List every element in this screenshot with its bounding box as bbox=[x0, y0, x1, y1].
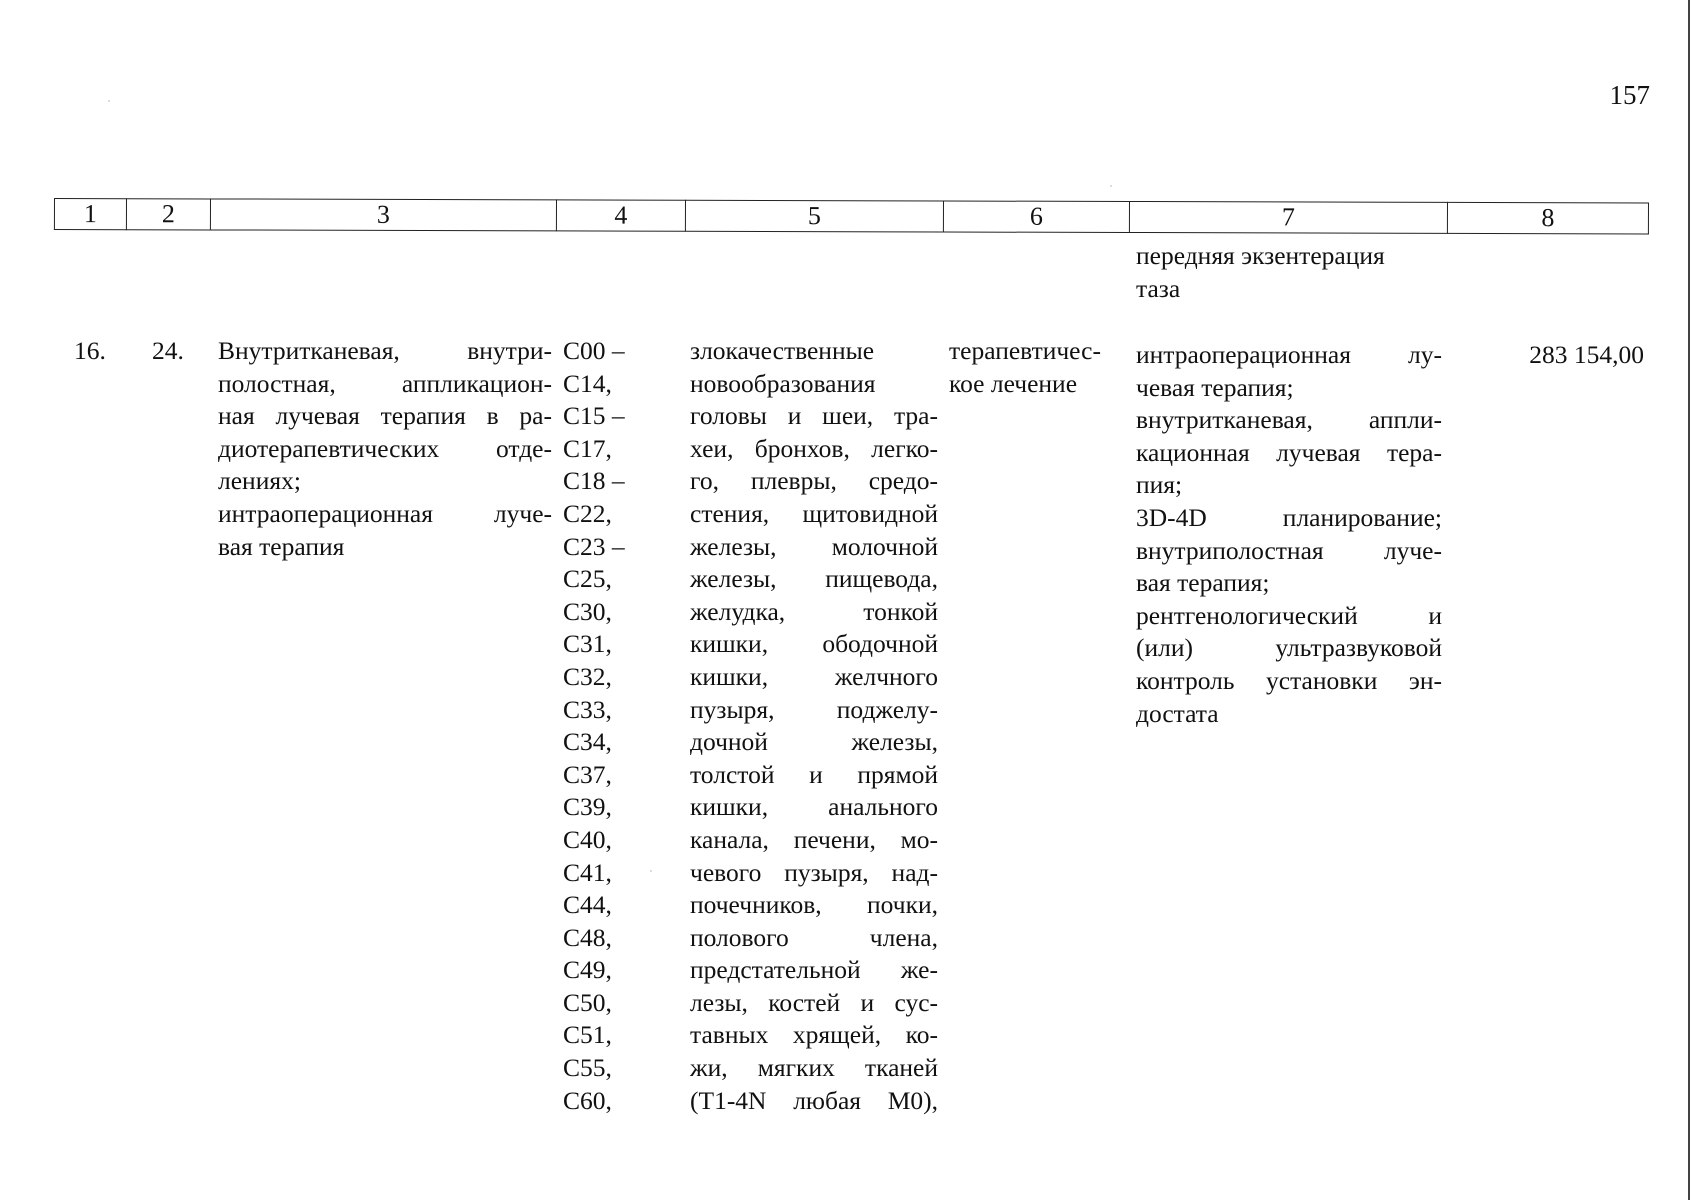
icd-code: C17, bbox=[563, 433, 612, 463]
treatment-line: кое лечение bbox=[949, 368, 1078, 398]
icd-code: C44, bbox=[563, 890, 612, 920]
header-col-4: 4 bbox=[556, 200, 685, 231]
page-number: 157 bbox=[1609, 80, 1650, 110]
diagnosis-line: желудка, тонкой bbox=[690, 596, 938, 626]
diagnosis-line: железы, пищевода, bbox=[690, 564, 938, 594]
method-details-line: вая терапия; bbox=[1136, 568, 1270, 598]
treatment-type-text bbox=[949, 335, 1139, 400]
diagnosis-line: стения, щитовидной bbox=[690, 498, 938, 528]
method-name-line: интраоперационная луче- bbox=[218, 498, 552, 528]
method-name-line: Внутритканевая, внутри- bbox=[218, 336, 552, 365]
icd-code: C23 – bbox=[563, 531, 625, 561]
icd-code: C60, bbox=[563, 1085, 612, 1115]
header-col-8: 8 bbox=[1447, 202, 1648, 234]
diagnosis-line: новообразования bbox=[690, 368, 876, 398]
method-details-line: интраоперационная лу- bbox=[1136, 340, 1442, 369]
diagnosis-line: дочной железы, bbox=[690, 727, 938, 757]
row-subnumber: 24. bbox=[152, 336, 184, 365]
diagnosis-line: толстой и прямой bbox=[690, 759, 938, 789]
icd-code: C14, bbox=[563, 368, 612, 398]
header-col-3: 3 bbox=[210, 199, 556, 231]
diagnosis-text bbox=[690, 335, 938, 1117]
header-col-7: 7 bbox=[1129, 202, 1447, 234]
diagnosis-line: кишки, желчного bbox=[690, 661, 938, 691]
method-name-line: полостная, аппликацион- bbox=[218, 368, 552, 398]
column-number-header bbox=[54, 198, 1649, 234]
method-name-line: диотерапевтических отде- bbox=[218, 433, 552, 463]
diagnosis-line: лезы, костей и сус- bbox=[690, 987, 938, 1017]
diagnosis-line: злокачественные bbox=[690, 336, 875, 365]
icd-code: C25, bbox=[563, 564, 612, 594]
icd-code: C51, bbox=[563, 1020, 612, 1050]
diagnosis-line: предстательной же- bbox=[690, 955, 938, 985]
icd-code: C40, bbox=[563, 824, 612, 854]
diagnosis-line: тавных хрящей, ко- bbox=[690, 1020, 938, 1050]
scan-speck bbox=[650, 870, 652, 872]
header-col-1: 1 bbox=[54, 199, 126, 230]
icd-code: C22, bbox=[563, 498, 612, 528]
method-name-line: вая терапия bbox=[218, 531, 345, 561]
method-details-line: 3D-4D планирование; bbox=[1136, 502, 1442, 532]
diagnosis-line: полового члена, bbox=[690, 922, 938, 952]
diagnosis-line: кишки, анального bbox=[690, 792, 938, 822]
icd-code: C18 – bbox=[563, 466, 625, 496]
method-name-line: лениях; bbox=[218, 466, 301, 496]
cost-value: 283 154,00 bbox=[1529, 340, 1644, 369]
header-row bbox=[54, 199, 1648, 234]
continued-line: таза bbox=[1136, 273, 1181, 303]
scan-speck bbox=[1110, 185, 1112, 187]
icd-code: C00 – bbox=[563, 336, 625, 365]
icd-code: C41, bbox=[563, 857, 612, 887]
scan-speck bbox=[108, 100, 110, 102]
diagnosis-line: го, плевры, средо- bbox=[690, 466, 938, 496]
header-col-5: 5 bbox=[685, 200, 943, 232]
method-name-text bbox=[218, 335, 552, 563]
method-details-line: (или) ультразвуковой bbox=[1136, 633, 1442, 663]
icd-codes-list bbox=[563, 335, 673, 1117]
method-name-line: ная лучевая терапия в ра- bbox=[218, 401, 552, 431]
method-details-line: пия; bbox=[1136, 470, 1183, 500]
icd-code: C49, bbox=[563, 955, 612, 985]
diagnosis-line: (T1-4N любая M0), bbox=[690, 1085, 938, 1115]
diagnosis-line: почечников, почки, bbox=[690, 890, 938, 920]
continued-line: передняя экзентерация bbox=[1136, 241, 1385, 270]
icd-code: C30, bbox=[563, 596, 612, 626]
header-col-2: 2 bbox=[126, 199, 210, 230]
diagnosis-line: железы, молочной bbox=[690, 531, 938, 561]
row-number: 16. bbox=[74, 336, 106, 365]
continued-col7-text bbox=[1136, 240, 1456, 305]
method-details-line: контроль установки эн- bbox=[1136, 665, 1442, 695]
icd-code: C37, bbox=[563, 759, 612, 789]
icd-code: C48, bbox=[563, 922, 612, 952]
icd-code: C15 – bbox=[563, 401, 625, 431]
icd-code: C39, bbox=[563, 792, 612, 822]
diagnosis-line: канала, печени, мо- bbox=[690, 824, 938, 854]
diagnosis-line: чевого пузыря, над- bbox=[690, 857, 938, 887]
icd-code: C34, bbox=[563, 727, 612, 757]
diagnosis-line: головы и шеи, тра- bbox=[690, 401, 938, 431]
method-details-line: достата bbox=[1136, 698, 1219, 728]
treatment-line: терапевтичес- bbox=[949, 336, 1101, 365]
method-details-text bbox=[1136, 339, 1442, 730]
method-details-line: кационная лучевая тера- bbox=[1136, 437, 1442, 467]
icd-code: C32, bbox=[563, 661, 612, 691]
icd-code: C33, bbox=[563, 694, 612, 724]
icd-code: C55, bbox=[563, 1053, 612, 1083]
method-details-line: чевая терапия; bbox=[1136, 372, 1294, 402]
diagnosis-line: хеи, бронхов, легко- bbox=[690, 433, 938, 463]
diagnosis-line: жи, мягких тканей bbox=[690, 1053, 938, 1083]
method-details-line: внутритканевая, аппли- bbox=[1136, 405, 1442, 435]
method-details-line: рентгенологический и bbox=[1136, 600, 1442, 630]
method-details-line: внутриполостная луче- bbox=[1136, 535, 1442, 565]
icd-code: C50, bbox=[563, 987, 612, 1017]
header-col-6: 6 bbox=[943, 201, 1129, 233]
page-edge-line bbox=[1688, 0, 1690, 1200]
diagnosis-line: пузыря, поджелу- bbox=[690, 694, 938, 724]
diagnosis-line: кишки, ободочной bbox=[690, 629, 938, 659]
icd-code: C31, bbox=[563, 629, 612, 659]
